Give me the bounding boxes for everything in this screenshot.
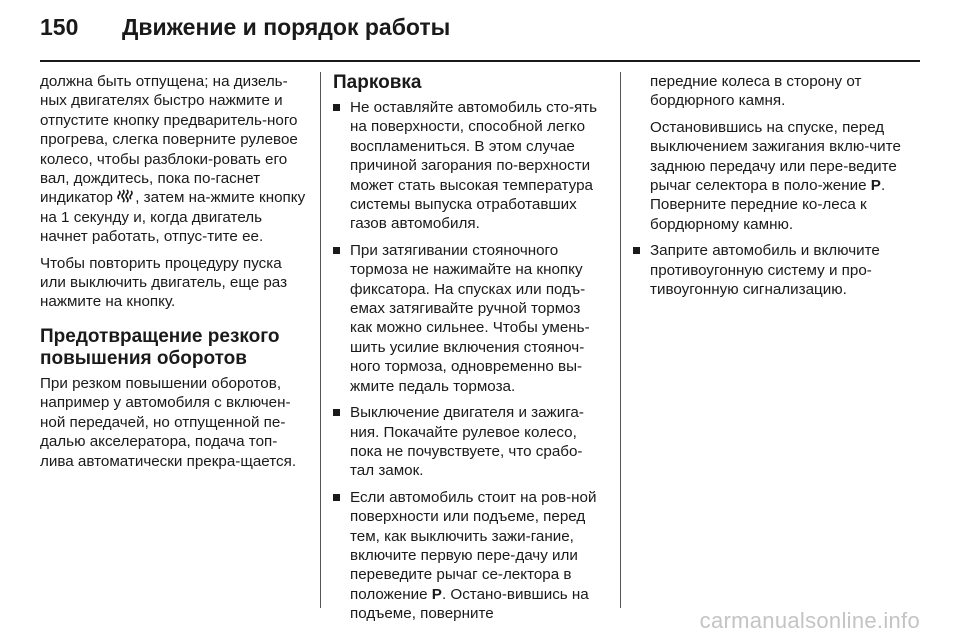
page-header: [40, 14, 920, 54]
bullet-list: [633, 241, 913, 299]
glow-plug-icon: [117, 189, 135, 203]
list-item: Не оставляйте автомобиль сто-ять на поверхности, способной легко воспламениться. В этом случае причиной загорания по-верхности может стать высокая температура системы выпуска отработавших газов автомобиля.: [333, 98, 605, 234]
bullet-icon: [333, 494, 340, 501]
bullet-icon: [633, 247, 640, 254]
column-middle: [333, 72, 605, 631]
paragraph: При резком повышении оборотов, например у автомобиля с включен-ной передачей, но отпущенной пе-далью акселератора, подача топ-лива автоматически прекра-щается.: [40, 374, 297, 470]
paragraph: Остановившись на спуске, перед выключением зажигания вклю-чите заднюю передачу или пере-ведите рычаг селектора в поло-жение P. Поверните передние ко-леса к бордюрному камню.: [650, 118, 901, 233]
bullet-icon: [333, 247, 340, 254]
header-rule: [40, 60, 920, 62]
bullet-icon: [333, 104, 340, 111]
list-item: Заприте автомобиль и включите противоугонную систему и про-тивоугонную сигнализацию.: [633, 241, 913, 299]
chapter-title: Движение и порядок работы: [122, 14, 451, 40]
column-divider: [620, 72, 621, 608]
bullet-icon: [333, 409, 340, 416]
gear-position: P: [870, 177, 881, 195]
list-item: Выключение двигателя и зажига-ния. Покачайте рулевое колесо, пока не почувствуете, что срабо-тал замок.: [333, 403, 605, 481]
page-number: 150: [40, 14, 79, 40]
paragraph: должна быть отпущена; на дизель-ных двигателях быстро нажмите и отпустите кнопку предваритель-ного прогрева, слегка поверните рулевое колесо, чтобы разблоки-ровать его вал, дождитесь, пока по-гаснет индикатор , затем на-жмите кнопку на 1 секунду и, когда двигатель начнет работать, отпус-тите ее.: [40, 73, 306, 246]
section-heading: Парковка: [333, 72, 422, 93]
column-left: [40, 72, 308, 478]
column-right: [633, 72, 913, 306]
section-heading: Предотвращение резкого повышения оборотов: [40, 325, 280, 369]
gear-position: P: [431, 585, 442, 603]
list-item: При затягивании стояночного тормоза не нажимайте на кнопку фиксатора. На спусках или подъ-емах затягивайте ручной тормоз как можно сильнее. Чтобы умень-шить усилие включения стояноч-ного тормоза, одновременно вы-жмите педаль тормоза.: [333, 241, 605, 396]
paragraph: Чтобы повторить процедуру пуска или выключить двигатель, еще раз нажмите на кнопку.: [40, 254, 288, 311]
paragraph: передние колеса в сторону от бордюрного камня.: [650, 73, 862, 110]
list-item: Если автомобиль стоит на ров-ной поверхности или подъеме, перед тем, как выключить зажи-гание, включите первую пере-дачу или переведите рычаг се-лектора в положение P. Остано-вившись на подъеме, поверните: [333, 488, 605, 624]
bullet-list: [333, 98, 605, 624]
watermark: carmanualsonline.info: [699, 608, 920, 633]
column-divider: [320, 72, 321, 608]
